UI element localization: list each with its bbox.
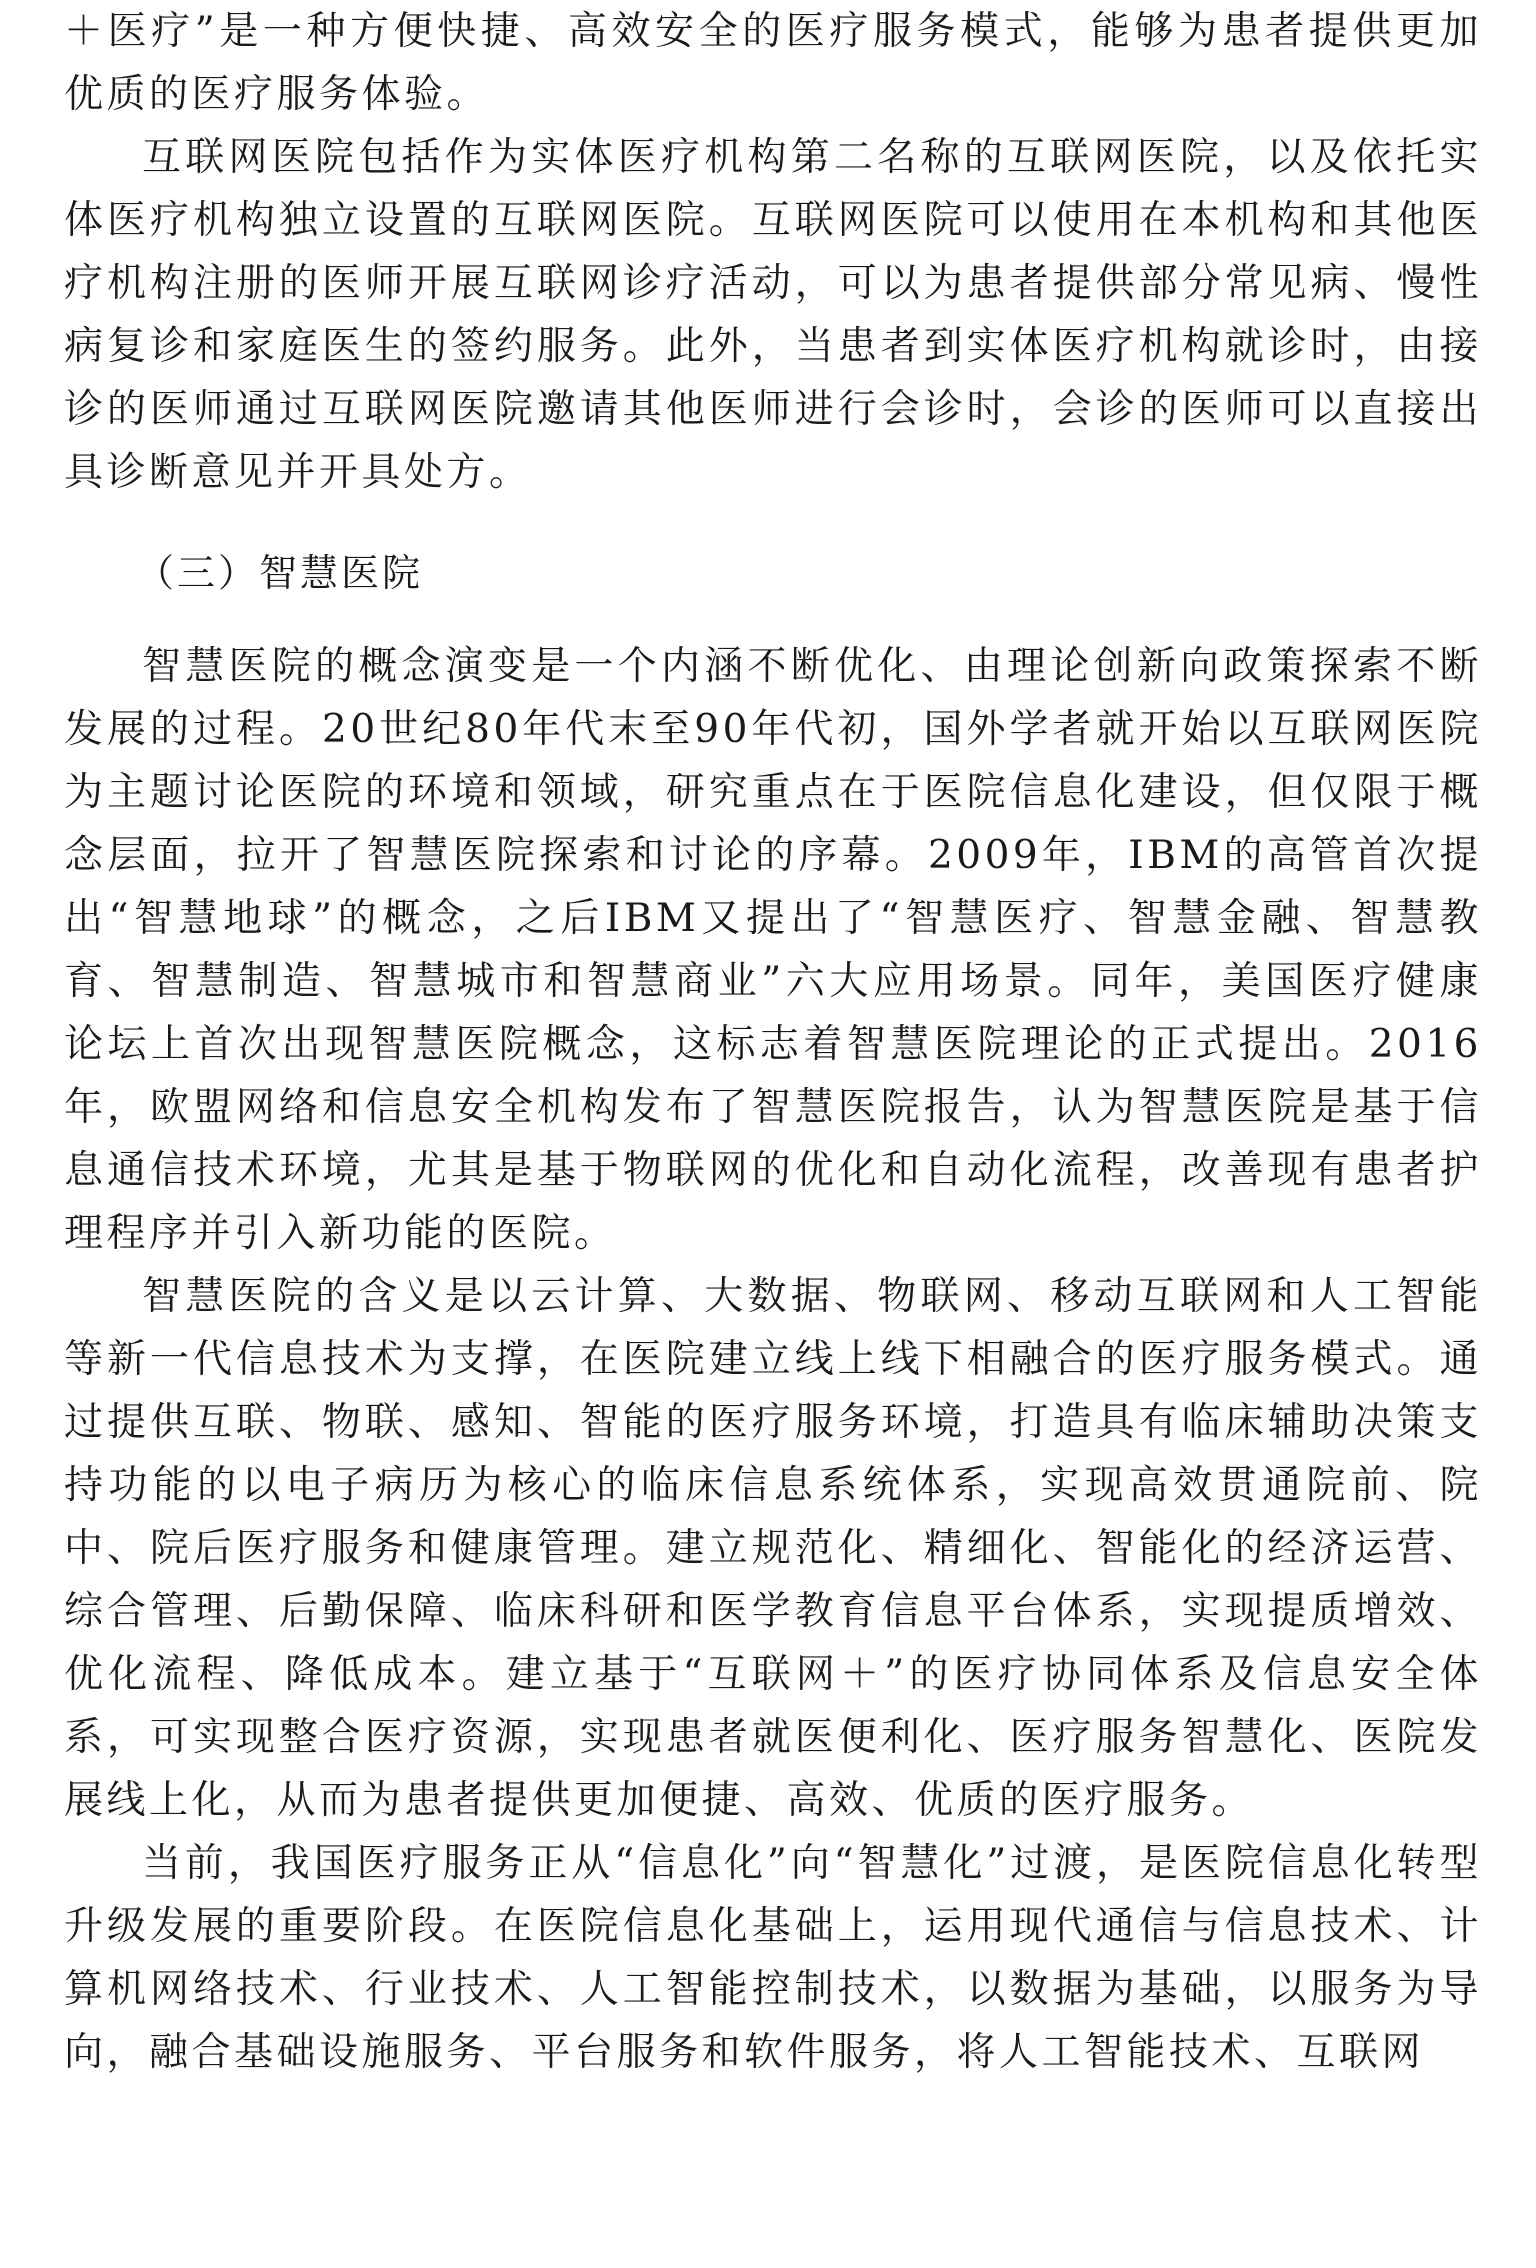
body-paragraph: 智慧医院的含义是以云计算、大数据、物联网、移动互联网和人工智能等新一代信息技术为支撑，在医院建立线上线下相融合的医疗服务模式。通过提供互联、物联、感知、智能的医疗服务环境，打造具有临床辅助决策支持功能的以电子病历为核心的临床信息系统体系，实现高效贯通院前、院中、院后医疗服务和健康管理。建立规范化、精细化、智能化的经济运营、综合管理、后勤保障、临床科研和医学教育信息平台体系，实现提质增效、优化流程、降低成本。建立基于“互联网＋”的医疗协同体系及信息安全体系，可实现整合医疗资源，实现患者就医便利化、医疗服务智慧化、医院发展线上化，从而为患者提供更加便捷、高效、优质的医疗服务。 (64, 1274, 1482, 1823)
section-heading: （三）智慧医院 (136, 551, 424, 595)
body-paragraph: 互联网医院包括作为实体医疗机构第二名称的互联网医院，以及依托实体医疗机构独立设置的互联网医院。互联网医院可以使用在本机构和其他医疗机构注册的医师开展互联网诊疗活动，可以为患者提供部分常见病、慢性病复诊和家庭医生的签约服务。此外，当患者到实体医疗机构就诊时，由接诊的医师通过互联网医院邀请其他医师进行会诊时，会诊的医师可以直接出具诊断意见并开具处方。 (64, 135, 1482, 495)
body-paragraph: ＋医疗”是一种方便快捷、高效安全的医疗服务模式，能够为患者提供更加优质的医疗服务体验。 (64, 9, 1482, 117)
document-page (64, 0, 1482, 2084)
body-paragraph: 当前，我国医疗服务正从“信息化”向“智慧化”过渡，是医院信息化转型升级发展的重要阶段。在医院信息化基础上，运用现代通信与信息技术、计算机网络技术、行业技术、人工智能控制技术，以数据为基础，以服务为导向，融合基础设施服务、平台服务和软件服务，将人工智能技术、互联网 (64, 1841, 1482, 2075)
body-paragraph: 智慧医院的概念演变是一个内涵不断优化、由理论创新向政策探索不断发展的过程。20世纪80年代末至90年代初，国外学者就开始以互联网医院为主题讨论医院的环境和领域，研究重点在于医院信息化建设，但仅限于概念层面，拉开了智慧医院探索和讨论的序幕。2009年，IBM的高管首次提出“智慧地球”的概念，之后IBM又提出了“智慧医疗、智慧金融、智慧教育、智慧制造、智慧城市和智慧商业”六大应用场景。同年，美国医疗健康论坛上首次出现智慧医院概念，这标志着智慧医院理论的正式提出。2016年，欧盟网络和信息安全机构发布了智慧医院报告，认为智慧医院是基于信息通信技术环境，尤其是基于物联网的优化和自动化流程，改善现有患者护理程序并引入新功能的医院。 (64, 644, 1482, 1256)
